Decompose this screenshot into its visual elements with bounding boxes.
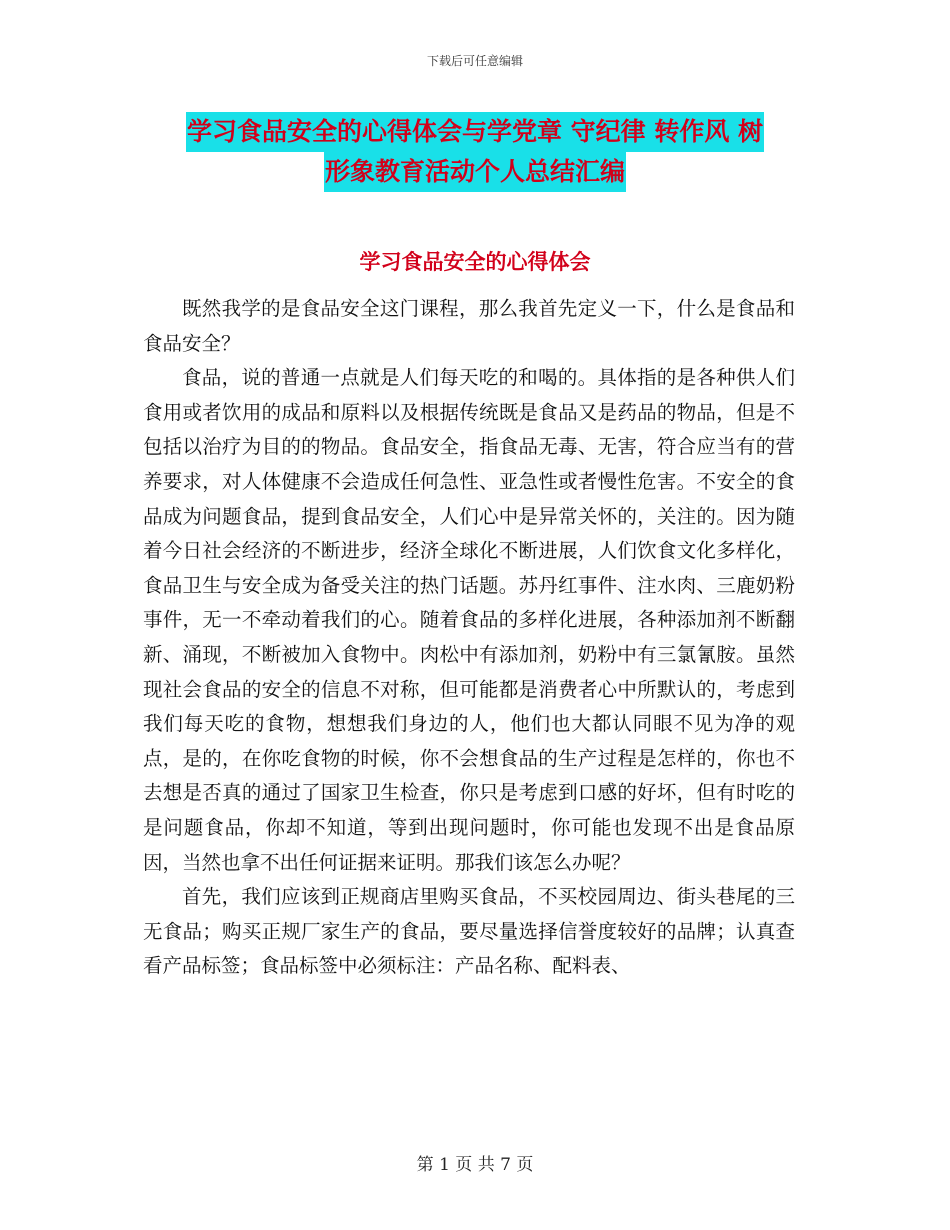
page-number: 第 1 页 共 7 页 xyxy=(416,1155,534,1175)
section-title: 学习食品安全的心得体会 xyxy=(359,250,591,274)
paragraph-1: 既然我学的是食品安全这门课程，那么我首先定义一下，什么是食品和食品安全？ xyxy=(143,297,795,355)
document-title xyxy=(0,112,950,192)
paragraph-3: 首先，我们应该到正规商店里购买食品，不买校园周边、街头巷尾的三无食品；购买正规厂家生产的食品，要尽量选择信誉度较好的品牌；认真查看产品标签；食品标签中必须标注：产品名称、配料表、 xyxy=(143,885,795,978)
document-title-line-2: 形象教育活动个人总结汇编 xyxy=(324,152,626,192)
paragraph-2: 食品，说的普通一点就是人们每天吃的和喝的。具体指的是各种供人们食用或者饮用的成品和原料以及根据传统既是食品又是药品的物品，但是不包括以治疗为目的的物品。食品安全，指食品无毒、无害，符合应当有的营养要求，对人体健康不会造成任何急性、亚急性或者慢性危害。不安全的食品成为问题食品，提到食品安全，人们心中是异常关怀的，关注的。因为随着今日社会经济的不断进步，经济全球化不断进展，人们饮食文化多样化，食品卫生与安全成为备受关注的热门话题。苏丹红事件、注水肉、三鹿奶粉事件，无一不牵动着我们的心。随着食品的多样化进展，各种添加剂不断翻新、涌现，不断被加入食物中。肉松中有添加剂，奶粉中有三氯氰胺。虽然现社会食品的安全的信息不对称，但可能都是消费者心中所默认的，考虑到我们每天吃的食物，想想我们身边的人，他们也大都认同眼不见为净的观点，是的，在你吃食物的时候，你不会想食品的生产过程是怎样的，你也不去想是否真的通过了国家卫生检查，你只是考虑到口感的好坏，但有时吃的是问题食品，你却不知道，等到出现问题时，你可能也发现不出是食品原因，当然也拿不出任何证据来证明。那我们该怎么办呢？ xyxy=(143,366,795,874)
document-body xyxy=(143,292,795,984)
document-title-line-1: 学习食品安全的心得体会与学党章 守纪律 转作风 树 xyxy=(186,112,764,152)
page-header-note: 下载后可任意编辑 xyxy=(426,54,523,68)
